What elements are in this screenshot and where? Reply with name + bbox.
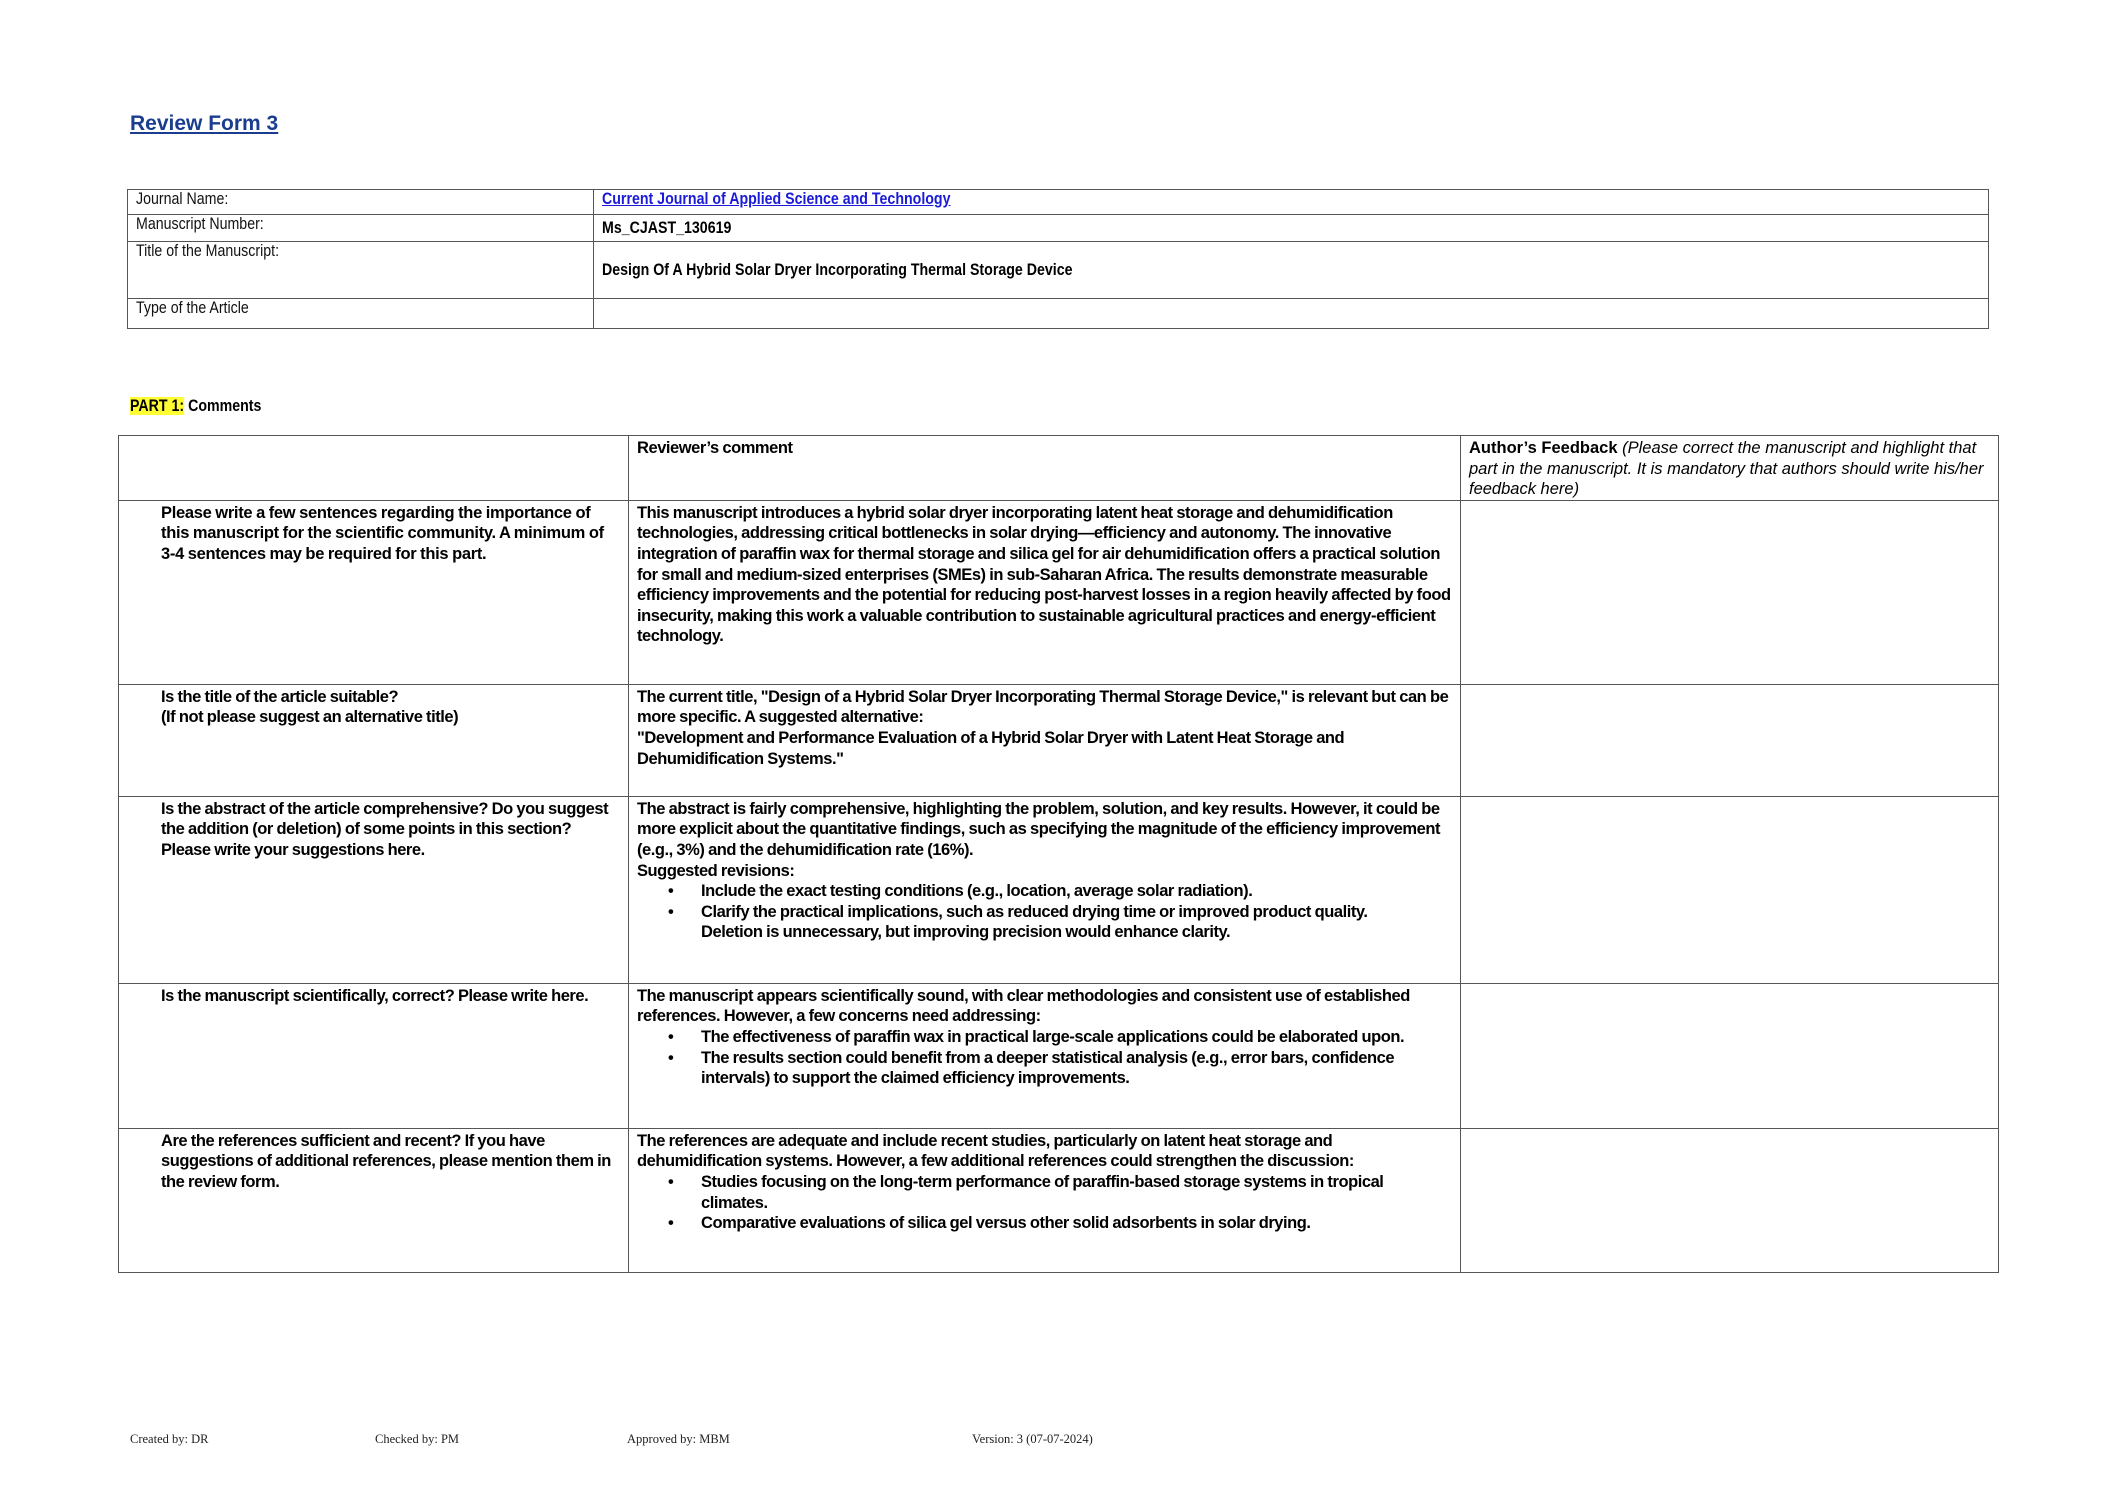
table-row <box>119 983 1999 1128</box>
reviewer-comment-cell: The abstract is fairly comprehensive, highlighting the problem, solution, and key results. However, it could be more explicit about the quantitative findings, such as specifying the magnitude of the efficiency improvement (e.g., 3%) and the dehumidification rate (16%). Suggested revisions: • Include the exact testing conditions (e.g., location, average solar radiation). • Clarify the practical implications, such as reduced drying time or improved product quality. Deletion is unnecessary, but improving precision would enhance clarity. <box>629 796 1461 983</box>
manuscript-title-label: Title of the Manuscript: <box>128 242 594 299</box>
concern-list <box>637 1027 1452 1089</box>
list-item: • Comparative evaluations of silica gel versus other solid adsorbents in solar drying. <box>701 1213 1452 1234</box>
article-type-value[interactable] <box>594 299 1989 329</box>
author-feedback-cell[interactable] <box>1461 796 1999 983</box>
reviewer-comment-header: Reviewer’s comment <box>629 436 1461 501</box>
list-item: • The results section could benefit from a deeper statistical analysis (e.g., error bars, confidence intervals) to support the claimed efficiency improvements. <box>701 1048 1452 1089</box>
journal-name-row <box>128 190 1989 215</box>
author-feedback-header: Author’s Feedback (Please correct the manuscript and highlight that part in the manuscript. It is mandatory that authors should write his/her feedback here) <box>1461 436 1999 501</box>
table-row <box>119 1128 1999 1272</box>
reviewer-comment-cell: This manuscript introduces a hybrid solar dryer incorporating latent heat storage and dehumidification technologies, addressing critical bottlenecks in solar drying—efficiency and autonomy. The innovative integration of paraffin wax for thermal storage and silica gel for air dehumidification offers a practical solution for small and medium-sized enterprises (SMEs) in sub-Saharan Africa. The results demonstrate measurable efficiency improvements and the potential for reducing post-harvest losses in a region heavily affected by food insecurity, making this work a valuable contribution to sustainable agricultural practices and energy-efficient technology. <box>629 500 1461 684</box>
question-cell: Is the title of the article suitable? (If not please suggest an alternative title) <box>119 684 629 796</box>
reference-suggestion-list <box>637 1172 1452 1234</box>
reviewer-comment-cell: The references are adequate and include recent studies, particularly on latent heat storage and dehumidification systems. However, a few additional references could strengthen the discussion: • Studies focusing on the long-term performance of paraffin-based storage systems in tropical climates. • Comparative evaluations of silica gel versus other solid adsorbents in solar drying. <box>629 1128 1461 1272</box>
author-feedback-cell[interactable] <box>1461 500 1999 684</box>
question-column-header <box>119 436 629 501</box>
author-feedback-cell[interactable] <box>1461 983 1999 1128</box>
manuscript-number-label: Manuscript Number: <box>128 215 594 242</box>
question-cell: Are the references sufficient and recent? If you have suggestions of additional references, please mention them in the review form. <box>119 1128 629 1272</box>
part1-heading <box>130 397 283 416</box>
manuscript-number-row <box>128 215 1989 242</box>
article-type-row <box>128 299 1989 329</box>
question-cell: Is the manuscript scientifically, correct? Please write here. <box>119 983 629 1128</box>
suggestion-list <box>637 881 1452 922</box>
manuscript-info-table <box>127 189 1989 329</box>
list-item: • The effectiveness of paraffin wax in practical large-scale applications could be elaborated upon. <box>701 1027 1452 1048</box>
journal-link[interactable]: Current Journal of Applied Science and Technology <box>602 190 951 208</box>
question-cell: Please write a few sentences regarding the importance of this manuscript for the scientific community. A minimum of 3-4 sentences may be required for this part. <box>119 500 629 684</box>
list-item: • Studies focusing on the long-term performance of paraffin-based storage systems in tropical climates. <box>701 1172 1452 1213</box>
table-row <box>119 500 1999 684</box>
manuscript-title-row <box>128 242 1989 299</box>
list-item: • Clarify the practical implications, such as reduced drying time or improved product quality. <box>701 902 1452 923</box>
question-cell: Is the abstract of the article comprehensive? Do you suggest the addition (or deletion) of some points in this section? Please write your suggestions here. <box>119 796 629 983</box>
footer-version: Version: 3 (07-07-2024) <box>972 1432 1093 1446</box>
comments-header-row <box>119 436 1999 501</box>
author-feedback-cell[interactable] <box>1461 684 1999 796</box>
article-type-label: Type of the Article <box>128 299 594 329</box>
table-row <box>119 796 1999 983</box>
part1-title: Comments <box>184 397 262 415</box>
footer-created-by: Created by: DR <box>130 1432 209 1446</box>
manuscript-number-value: Ms_CJAST_130619 <box>594 215 1989 242</box>
reviewer-comment-cell: The current title, "Design of a Hybrid Solar Dryer Incorporating Thermal Storage Device," is relevant but can be more specific. A suggested alternative: "Development and Performance Evaluation of a Hybrid Solar Dryer with Latent Heat Storage and Dehumidification Systems." <box>629 684 1461 796</box>
journal-name-label: Journal Name: <box>128 190 594 215</box>
comments-table <box>118 435 1999 1273</box>
table-row <box>119 684 1999 796</box>
author-feedback-cell[interactable] <box>1461 1128 1999 1272</box>
footer-checked-by: Checked by: PM <box>375 1432 460 1446</box>
list-item: • Include the exact testing conditions (e.g., location, average solar radiation). <box>701 881 1452 902</box>
reviewer-comment-cell: The manuscript appears scientifically sound, with clear methodologies and consistent use of established references. However, a few concerns need addressing: • The effectiveness of paraffin wax in practical large-scale applications could be elaborated upon. • The results section could benefit from a deeper statistical analysis (e.g., error bars, confidence intervals) to support the claimed efficiency improvements. <box>629 983 1461 1128</box>
journal-name-value <box>594 190 1989 215</box>
manuscript-title-value: Design Of A Hybrid Solar Dryer Incorporating Thermal Storage Device <box>594 242 1989 299</box>
page-title: Review Form 3 <box>130 112 279 135</box>
footer-approved-by: Approved by: MBM <box>627 1432 730 1446</box>
part1-label: PART 1: <box>130 397 185 415</box>
